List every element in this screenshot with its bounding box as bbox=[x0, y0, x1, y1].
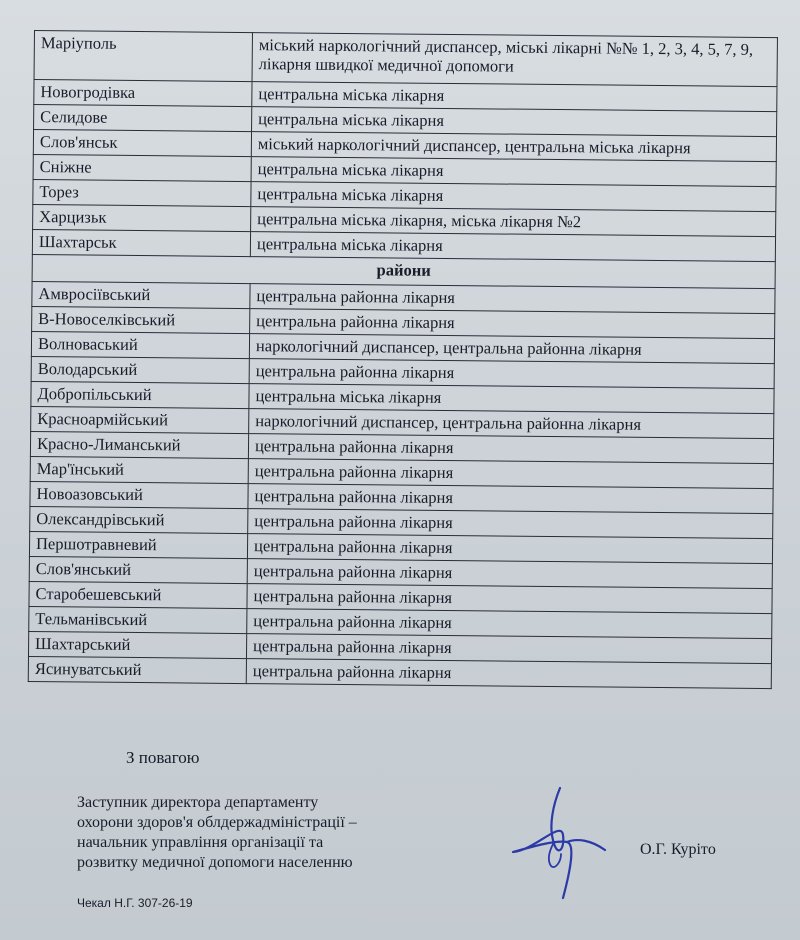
signer-position bbox=[77, 793, 417, 873]
facilities-cell: центральна районна лікарня bbox=[248, 509, 773, 539]
facilities-cell: центральна районна лікарня bbox=[248, 459, 773, 489]
location-name-cell: Амвросіївський bbox=[32, 281, 250, 308]
location-name-cell: Красно-Лиманський bbox=[30, 431, 248, 458]
facilities-cell: центральна районна лікарня bbox=[247, 609, 772, 639]
facilities-cell: центральна районна лікарня bbox=[250, 284, 775, 314]
closing-phrase: З повагою bbox=[126, 748, 200, 767]
location-name-cell: Слов'янськ bbox=[33, 130, 251, 157]
location-name-cell: Сніжне bbox=[33, 154, 251, 181]
position-line: охорони здоров'я облдержадміністрації – bbox=[77, 814, 357, 831]
facilities-cell: міський наркологічний диспансер, центральна міська лікарня bbox=[251, 132, 776, 162]
location-name-cell: Селидове bbox=[34, 105, 252, 132]
position-line: Заступник директора департаменту bbox=[77, 794, 319, 811]
facilities-cell: центральна районна лікарня bbox=[250, 309, 775, 339]
location-name-cell: Шахтарськ bbox=[32, 229, 250, 256]
location-name-cell: Слов'янський bbox=[29, 556, 247, 583]
location-name-cell: Першотравневий bbox=[29, 531, 247, 558]
location-name-cell: Шахтарський bbox=[28, 631, 246, 658]
facilities-cell: центральна районна лікарня bbox=[247, 559, 772, 589]
location-name-cell: Олександрівський bbox=[30, 506, 248, 533]
location-name-cell: Красноармійський bbox=[31, 406, 249, 433]
facilities-cell: центральна міська лікарня bbox=[250, 232, 775, 262]
facilities-cell: центральна районна лікарня bbox=[248, 434, 773, 464]
facilities-cell: центральна міська лікарня, міська лікарня №2 bbox=[251, 207, 776, 237]
executor-contact: Чекал Н.Г. 307-26-19 bbox=[77, 896, 193, 910]
location-name-cell: Тельманівський bbox=[29, 606, 247, 633]
facilities-cell: центральна районна лікарня bbox=[246, 634, 771, 664]
position-line: розвитку медичної допомоги населенню bbox=[77, 854, 353, 871]
facilities-table-wrapper bbox=[28, 30, 778, 689]
location-name-cell: Харцизьк bbox=[33, 204, 251, 231]
facilities-table-body bbox=[28, 31, 777, 689]
facilities-cell: центральна районна лікарня bbox=[249, 359, 774, 389]
facilities-cell: центральна районна лікарня bbox=[246, 659, 771, 689]
handwritten-signature bbox=[505, 780, 625, 910]
location-name-cell: Новоазовський bbox=[30, 481, 248, 508]
location-name-cell: Маріуполь bbox=[34, 31, 252, 82]
facilities-cell: центральна міська лікарня bbox=[249, 384, 774, 414]
facilities-cell: центральна міська лікарня bbox=[252, 107, 777, 137]
position-line: начальник управління організації та bbox=[77, 834, 324, 851]
facilities-cell: центральна районна лікарня bbox=[247, 584, 772, 614]
facilities-cell: центральна районна лікарня bbox=[248, 484, 773, 514]
location-name-cell: Володарський bbox=[31, 356, 249, 383]
location-name-cell: Мар'їнський bbox=[30, 456, 248, 483]
location-name-cell: Новогродівка bbox=[34, 80, 252, 107]
facilities-cell: центральна міська лікарня bbox=[251, 182, 776, 212]
signer-name: О.Г. Курітo bbox=[640, 841, 716, 858]
location-name-cell: Добропільський bbox=[31, 381, 249, 408]
facilities-cell: центральна міська лікарня bbox=[252, 82, 777, 112]
location-name-cell: Старобешевський bbox=[29, 581, 247, 608]
location-name-cell: В-Новоселківський bbox=[32, 306, 250, 333]
facilities-cell: наркологічний диспансер, центральна районна лікарня bbox=[249, 334, 774, 364]
facilities-cell: наркологічний диспансер, центральна районна лікарня bbox=[249, 409, 774, 439]
location-name-cell: Торез bbox=[33, 179, 251, 206]
location-name-cell: Ясинуватський bbox=[28, 656, 246, 683]
facilities-cell: центральна районна лікарня bbox=[247, 534, 772, 564]
section-title: райони bbox=[32, 254, 775, 288]
facilities-table bbox=[28, 30, 778, 689]
location-name-cell: Волноваський bbox=[31, 331, 249, 358]
table-row bbox=[34, 31, 777, 87]
facilities-cell: центральна міська лікарня bbox=[251, 157, 776, 187]
facilities-cell: міський наркологічний диспансер, міські лікарні №№ 1, 2, 3, 4, 5, 7, 9, лікарня швидкої медичної допомоги bbox=[252, 33, 777, 87]
